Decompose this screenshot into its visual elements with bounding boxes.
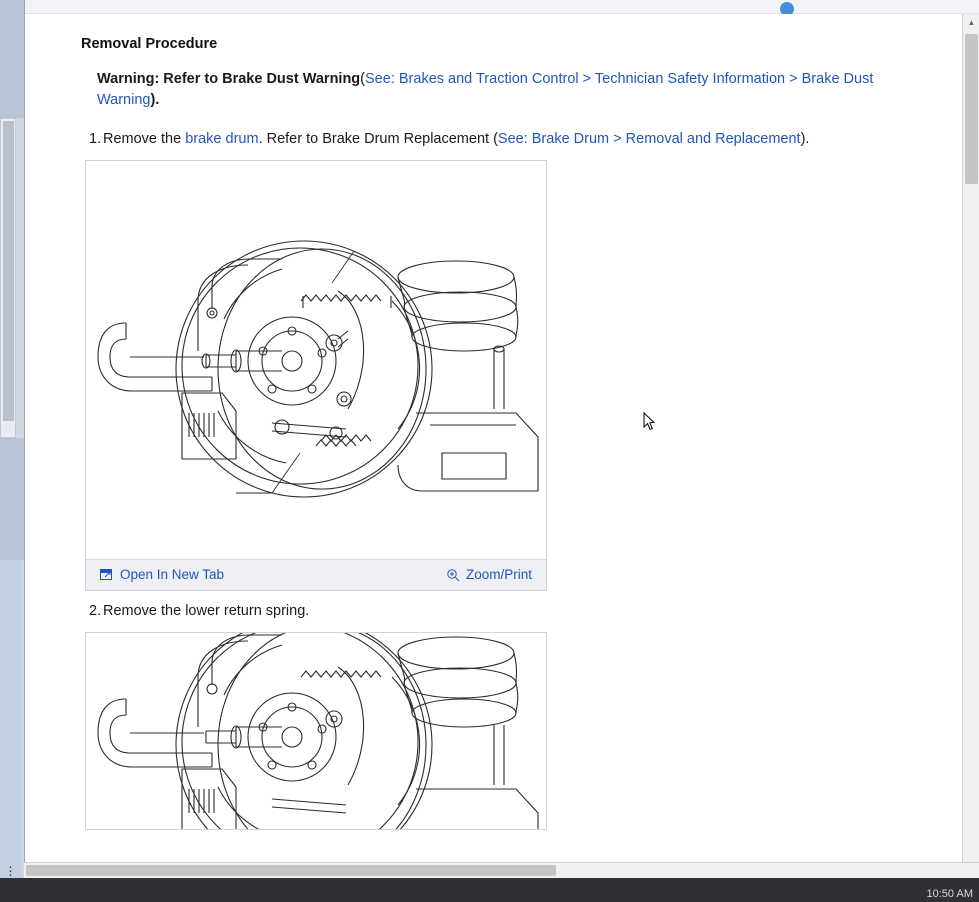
scroll-up-arrow-icon[interactable]: ▲ — [963, 14, 979, 31]
figure-1-illustration — [86, 161, 546, 559]
step-2 — [89, 601, 939, 622]
taskbar — [0, 878, 979, 902]
open-in-new-tab-icon — [100, 568, 114, 582]
step-2-text: Remove the lower return spring. — [103, 603, 310, 620]
figure-2-illustration — [86, 633, 546, 829]
figure-1-zoom-print-label: Zoom/Print — [465, 567, 532, 583]
step-1-text-after: . Refer to Brake Drum Replacement ( — [258, 131, 498, 148]
service-document-page — [25, 14, 963, 880]
step-1-text-before: Remove the — [103, 131, 186, 148]
warning-sep-1: > — [578, 71, 595, 88]
page-horizontal-scroll-thumb[interactable] — [26, 865, 556, 876]
warning-label: Warning: Refer to Brake Dust Warning — [97, 71, 361, 88]
step-1-link-brake-drum[interactable]: brake drum — [185, 131, 259, 148]
warning-crumb-brakes-traction-control[interactable]: Brakes and Traction Control — [398, 71, 579, 88]
brake-dust-warning — [97, 69, 939, 111]
warning-close-paren: ). — [150, 92, 160, 109]
warning-crumb-brake-dust-warning[interactable]: Brake Dust Warning — [97, 71, 874, 109]
page-vertical-scrollbar[interactable] — [962, 14, 979, 880]
step-1-number: 1. — [89, 131, 102, 148]
step-1 — [89, 129, 939, 150]
toolbar-sliver — [25, 0, 979, 14]
warning-sep-2: > — [785, 71, 802, 88]
left-panel-filler — [0, 560, 22, 880]
step-1-crumb-removal-and-replacement[interactable]: Removal and Replacement — [625, 131, 801, 148]
step-1-close-paren: ). — [800, 131, 810, 148]
magnifier-icon — [446, 568, 460, 582]
warning-see-link-prefix[interactable]: See: — [365, 71, 399, 88]
step-1-crumb-brake-drum[interactable]: Brake Drum — [531, 131, 610, 148]
step-1-see-prefix[interactable]: See: — [497, 131, 532, 148]
warning-crumb-technician-safety-information[interactable]: Technician Safety Information — [594, 71, 786, 88]
warning-open-paren: ( — [360, 71, 366, 88]
figure-1 — [85, 160, 547, 591]
step-1-sep: > — [609, 131, 626, 148]
left-marker-glyph: ⋮ — [4, 864, 17, 878]
taskbar-clock: 10:50 AM — [926, 888, 973, 900]
page-scroll-thumb[interactable] — [965, 34, 978, 184]
figure-2 — [85, 632, 547, 830]
step-2-number: 2. — [89, 603, 102, 620]
page-title: Removal Procedure — [81, 36, 218, 52]
figure-1-toolbar — [86, 559, 546, 590]
left-scroll-thumb[interactable] — [3, 121, 14, 421]
left-scroll-strip[interactable] — [0, 118, 16, 438]
page-horizontal-scrollbar[interactable] — [24, 862, 979, 878]
figure-1-open-in-new-tab-link[interactable] — [100, 565, 224, 585]
figure-1-open-in-new-tab-label: Open In New Tab — [120, 567, 225, 583]
figure-1-zoom-print-link[interactable] — [446, 565, 532, 585]
browser-content-window — [24, 0, 979, 880]
